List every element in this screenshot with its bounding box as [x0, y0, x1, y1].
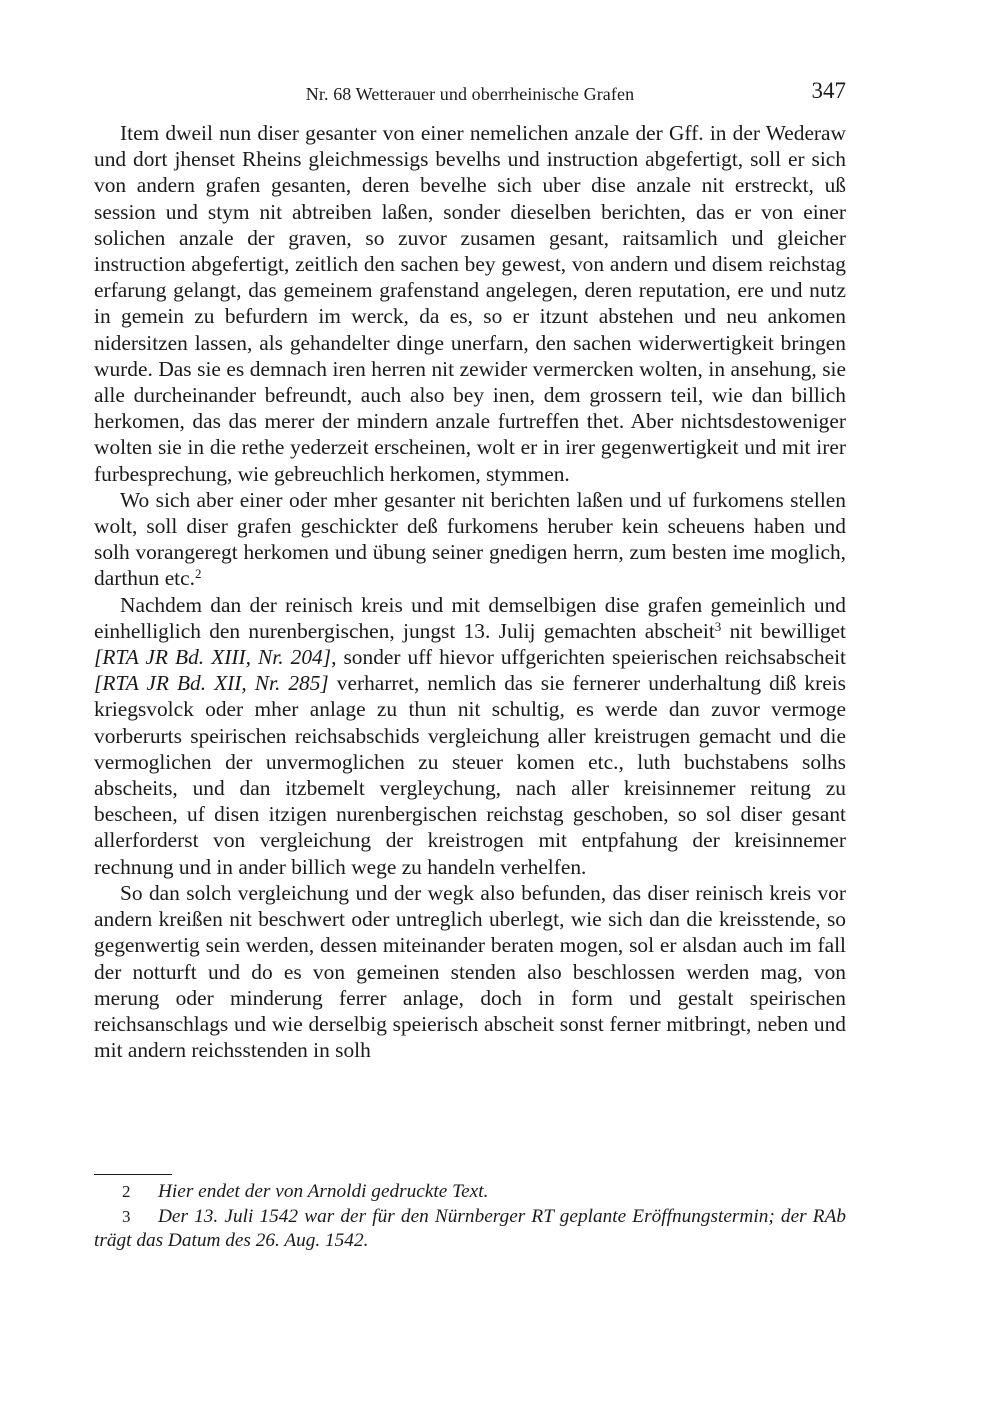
footnote-reference: 3: [714, 618, 722, 634]
running-head: [94, 78, 846, 110]
paragraph: So dan solch vergleichung und der wegk also befunden, das diser reinisch kreis vor andern kreißen nit beschwert oder untreglich uberlegt, wie sich dan die kreisstende, so gegenwertig sein werden, dessen miteinander beraten mogen, sol er alsdan auch im fall der notturft und do es von gemeinen stenden also beschlossen werden mag, von merung oder minderung ferrer anlage, doch in form und gestalt speirischen reichsanschlags und wie derselbig speierisch abscheit sonst ferner mitbringt, neben und mit andern reichsstenden in solh: [94, 880, 846, 1063]
footnote-reference: 2: [194, 566, 202, 582]
footnote: [94, 1180, 846, 1205]
editorial-reference: [RTA JR Bd. XII, Nr. 285]: [94, 671, 329, 696]
footnotes: [94, 1180, 846, 1254]
editorial-reference: [RTA JR Bd. XIII, Nr. 204]: [94, 645, 332, 670]
main-text: [94, 120, 846, 1063]
running-title: Nr. 68 Wetterauer und oberrheinische Grafen: [305, 84, 635, 104]
paragraph-text: verharret, nemlich das sie fernerer underhaltung diß kreis kriegsvolck oder mher anlage zu thun nit schultig, es werde dan zuvor vermoge vorberurts speirischen reichsabschids vergleichung aller kreistrugen gemacht und die vermoglichen der unvermoglichen zu steuer komen etc., luth buchstabens solhs abscheits, und dan itzbemelt vergleychung, nach aller kreisinnemer reitung zu bescheen, uf disen itzigen nurenbergischen reichstag geschoben, so sol diser gesant allerforderst von vergleichung der kreistrogen mit entpfahung der kreisinnemer rechnung und in ander billich wege zu handeln verhelfen.: [94, 671, 846, 879]
footnote-number: 3: [122, 1206, 131, 1226]
page-number: 347: [811, 78, 846, 103]
paragraph: [94, 487, 846, 592]
footnote-text: Hier endet der von Arnoldi gedruckte Text.: [158, 1181, 489, 1202]
paragraph: [94, 592, 846, 880]
footnote-text: Der 13. Juli 1542 war der für den Nürnberger RT geplante Eröffnungstermin; der RAb trägt das Datum des 26. Aug. 1542.: [94, 1205, 846, 1251]
footnote-separator: [94, 1174, 172, 1175]
paragraph-text: Nachdem dan der reinisch kreis und mit demselbigen dise grafen gemeinlich und einhelliglich den nurenbergischen, jungst 13. Julij gemachten abscheit: [94, 592, 846, 643]
paragraph-text: , sonder uff hievor uffgerichten speierischen reichsabscheit: [331, 645, 846, 670]
paragraph: Item dweil nun diser gesanter von einer nemelichen anzale der Gff. in der Wederaw und dort jhenset Rheins gleichmessigs bevelhs und instruction abgefertigt, soll er sich von andern grafen gesanten, deren bevelhe sich uber dise anzale nit erstreckt, uß session und stym nit abtreiben laßen, sonder dieselben berichten, das er von einer solichen anzale der graven, so zuvor zusamen gesant, raitsamlich und gleicher instruction abgefertigt, zeitlich den sachen bey gewest, von andern und disem reichstag erfarung gelangt, das gemeinem grafenstand angelegen, deren reputation, ere und nutz in gemein zu befurdern im werck, da es, so er itzunt abstehen und neu ankomen nidersitzen lassen, als gehandelter dinge unerfarn, den sachen widerwertigkeit bringen wurde. Das sie es demnach iren herren nit zewider vermercken wolten, in ansehung, sie alle durcheinander befreundt, auch also bey inen, dem grossern teil, wie dan billich herkomen, das das merer der mindern anzale furtreffen thet. Aber nichtsdestoweniger wolten sie in die rethe yederzeit erscheinen, wolt er in irer gegenwertigkeit und mit irer furbesprechung, wie gebreuchlich herkomen, stymmen.: [94, 121, 846, 486]
paragraph-text: Wo sich aber einer oder mher gesanter nit berichten laßen und uf furkomens stellen wolt, soll diser grafen geschickter deß furkomens heruber kein scheuens haben und solh vorangeregt herkomen und übung seiner gnedigen herrn, zum besten ime moglich, darthun etc.: [94, 487, 846, 591]
footnote-number: 2: [122, 1182, 131, 1201]
footnote: [94, 1205, 846, 1254]
paragraph-text: nit bewilliget: [721, 618, 846, 643]
